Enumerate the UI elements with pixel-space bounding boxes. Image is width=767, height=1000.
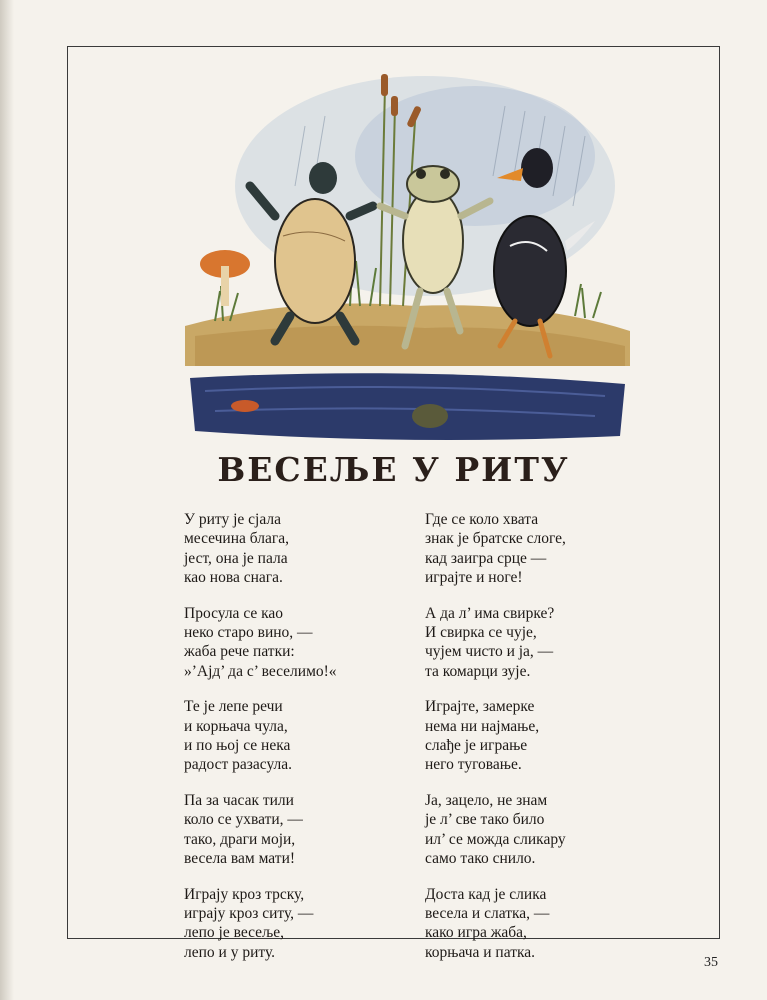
poem-line: чујем чисто и ја, — xyxy=(425,643,554,661)
stanza xyxy=(184,885,337,963)
poem-line: слађе је играње xyxy=(425,737,528,755)
poem-line: »’Ајд’ да с’ веселимо!« xyxy=(184,662,337,680)
poem-line: како игра жаба, xyxy=(425,924,527,942)
poem-line: тако, драги моји, xyxy=(184,830,296,848)
poem-line: нема ни најмање, xyxy=(425,717,540,735)
poem-line: Ја, зацело, не знам xyxy=(425,791,548,809)
poem-line: корњача и патка. xyxy=(425,943,536,961)
stanza xyxy=(425,885,566,963)
stanza xyxy=(184,791,337,869)
poem-line: месечина блага, xyxy=(184,530,290,548)
poem-line: А да л’ има свирке? xyxy=(425,604,555,622)
stanza xyxy=(425,697,566,775)
poem-line: и по њој се нека xyxy=(184,737,291,755)
poem-line: ил’ се можда сликару xyxy=(425,830,566,848)
poem-line: је л’ све тако било xyxy=(425,811,545,829)
poem-line: весела и слатка, — xyxy=(425,904,550,922)
poem-line: јест, она је пала xyxy=(184,549,288,567)
poem-line: та комарци зује. xyxy=(425,662,531,680)
poem-title: ВЕСЕЉЕ У РИТУ xyxy=(217,450,570,489)
poem-line: коло се ухвати, — xyxy=(184,811,303,829)
poem-line: Играју кроз трску, xyxy=(184,885,305,903)
poem-line: Те је лепе речи xyxy=(184,698,283,716)
poem-line: неко старо вино, — xyxy=(184,624,313,642)
stanza xyxy=(425,510,566,588)
poem-line: лепо је весеље, xyxy=(184,924,285,942)
poem-line: играју кроз ситу, — xyxy=(184,904,314,922)
poem-line: играјте и ноге! xyxy=(425,569,523,587)
poem-column-left xyxy=(184,510,337,978)
stanza xyxy=(425,604,566,682)
page-binding-shadow xyxy=(0,0,14,1000)
stanza xyxy=(184,604,337,682)
poem-line: Па за часак тили xyxy=(184,791,294,809)
poem-line: и корњача чула, xyxy=(184,717,288,735)
poem-line: као нова снага. xyxy=(184,569,283,587)
poem-line: У риту је сјала xyxy=(184,511,281,528)
poem-line: жаба рече патки: xyxy=(184,643,295,661)
poem-line: весела вам мати! xyxy=(184,850,296,868)
poem-line: И свирка се чује, xyxy=(425,624,537,642)
pond-illustration xyxy=(175,66,635,446)
poem-line: Просула се као xyxy=(184,604,284,622)
stanza xyxy=(184,510,337,588)
poem-line: Доста кад је слика xyxy=(425,885,547,903)
poem-line: Где се коло хвата xyxy=(425,511,539,528)
stanza xyxy=(184,697,337,775)
page-number: 35 xyxy=(704,955,718,970)
poem-line: Играјте, замерке xyxy=(425,698,535,716)
poem-line: него туговање. xyxy=(425,756,522,774)
stanza xyxy=(425,791,566,869)
poem-line: кад заигра срце — xyxy=(425,549,547,567)
poem-line: само тако снило. xyxy=(425,850,536,868)
poem-line: лепо и у риту. xyxy=(184,943,276,961)
poem-line: знак је братске слоге, xyxy=(425,530,566,548)
poem-column-right xyxy=(425,510,566,978)
poem-line: радост разасула. xyxy=(184,756,293,774)
